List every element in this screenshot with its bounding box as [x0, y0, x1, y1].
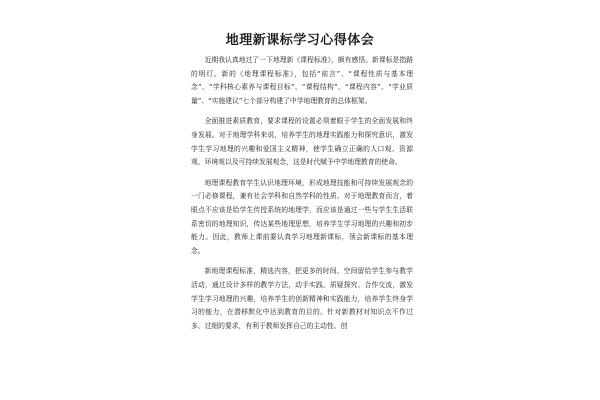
paragraph-2: 全面推进素质教育，要求课程的设置必须着眼于学生的全面发展和终身发展。对于地理学科来说，培养学生的地理实践能力和探究意识，激发学生学习地理的兴趣和爱国主义精神，使学生确立正确的人口观、资源观、环境观以及可持续发展观念，这是时代赋予中学地理教育的使命。 — [191, 117, 413, 167]
paragraph-4: 新地理课程标准，精选内容，把更多的时间、空间留给学生参与教学活动，通过设计多样的教学方法，动手实践、质疑探究、合作交流，激发学生学习地理的兴趣，培养学生的创新精神和实践能力，培养学生终身学习的能力，在潜移默化中达到教育的目的。针对新教材对知识点不作过多、过细的要求，有利于教师发挥自己的主动性、创 — [191, 267, 413, 330]
paragraph-1: 近期我认真地过了一下地理新《课程标准》，颇有感悟。新课标是指路的明灯。新的《地理课程标准》，包括“前言”、“课程性质与基本理念”、“学科核心素养与课程目标”、“课程结构”、“课程内容”、“学业质量”、“实施建议”七个部分构建了中学地理教育的总体框架。 — [191, 56, 413, 105]
document-body — [191, 54, 413, 340]
document-title: 地理新课标学习心得体会 — [225, 33, 375, 48]
paragraph-3: 地理课程教育学生认识地理环境，形成地理技能和可持续发展观念的一门必修课程，兼有社会学科和自然学科的性质。对于地理教育而言，着眼点不应该是给学生传授系统的地理学，而应该是通过一些与学生生活联系密切的地理知识，传达某些地理思想，培养学生学习地理的兴趣和初步能力。因此，教师上课前要认真学习地理新课标，领会新课标的基本理念。 — [191, 178, 413, 255]
